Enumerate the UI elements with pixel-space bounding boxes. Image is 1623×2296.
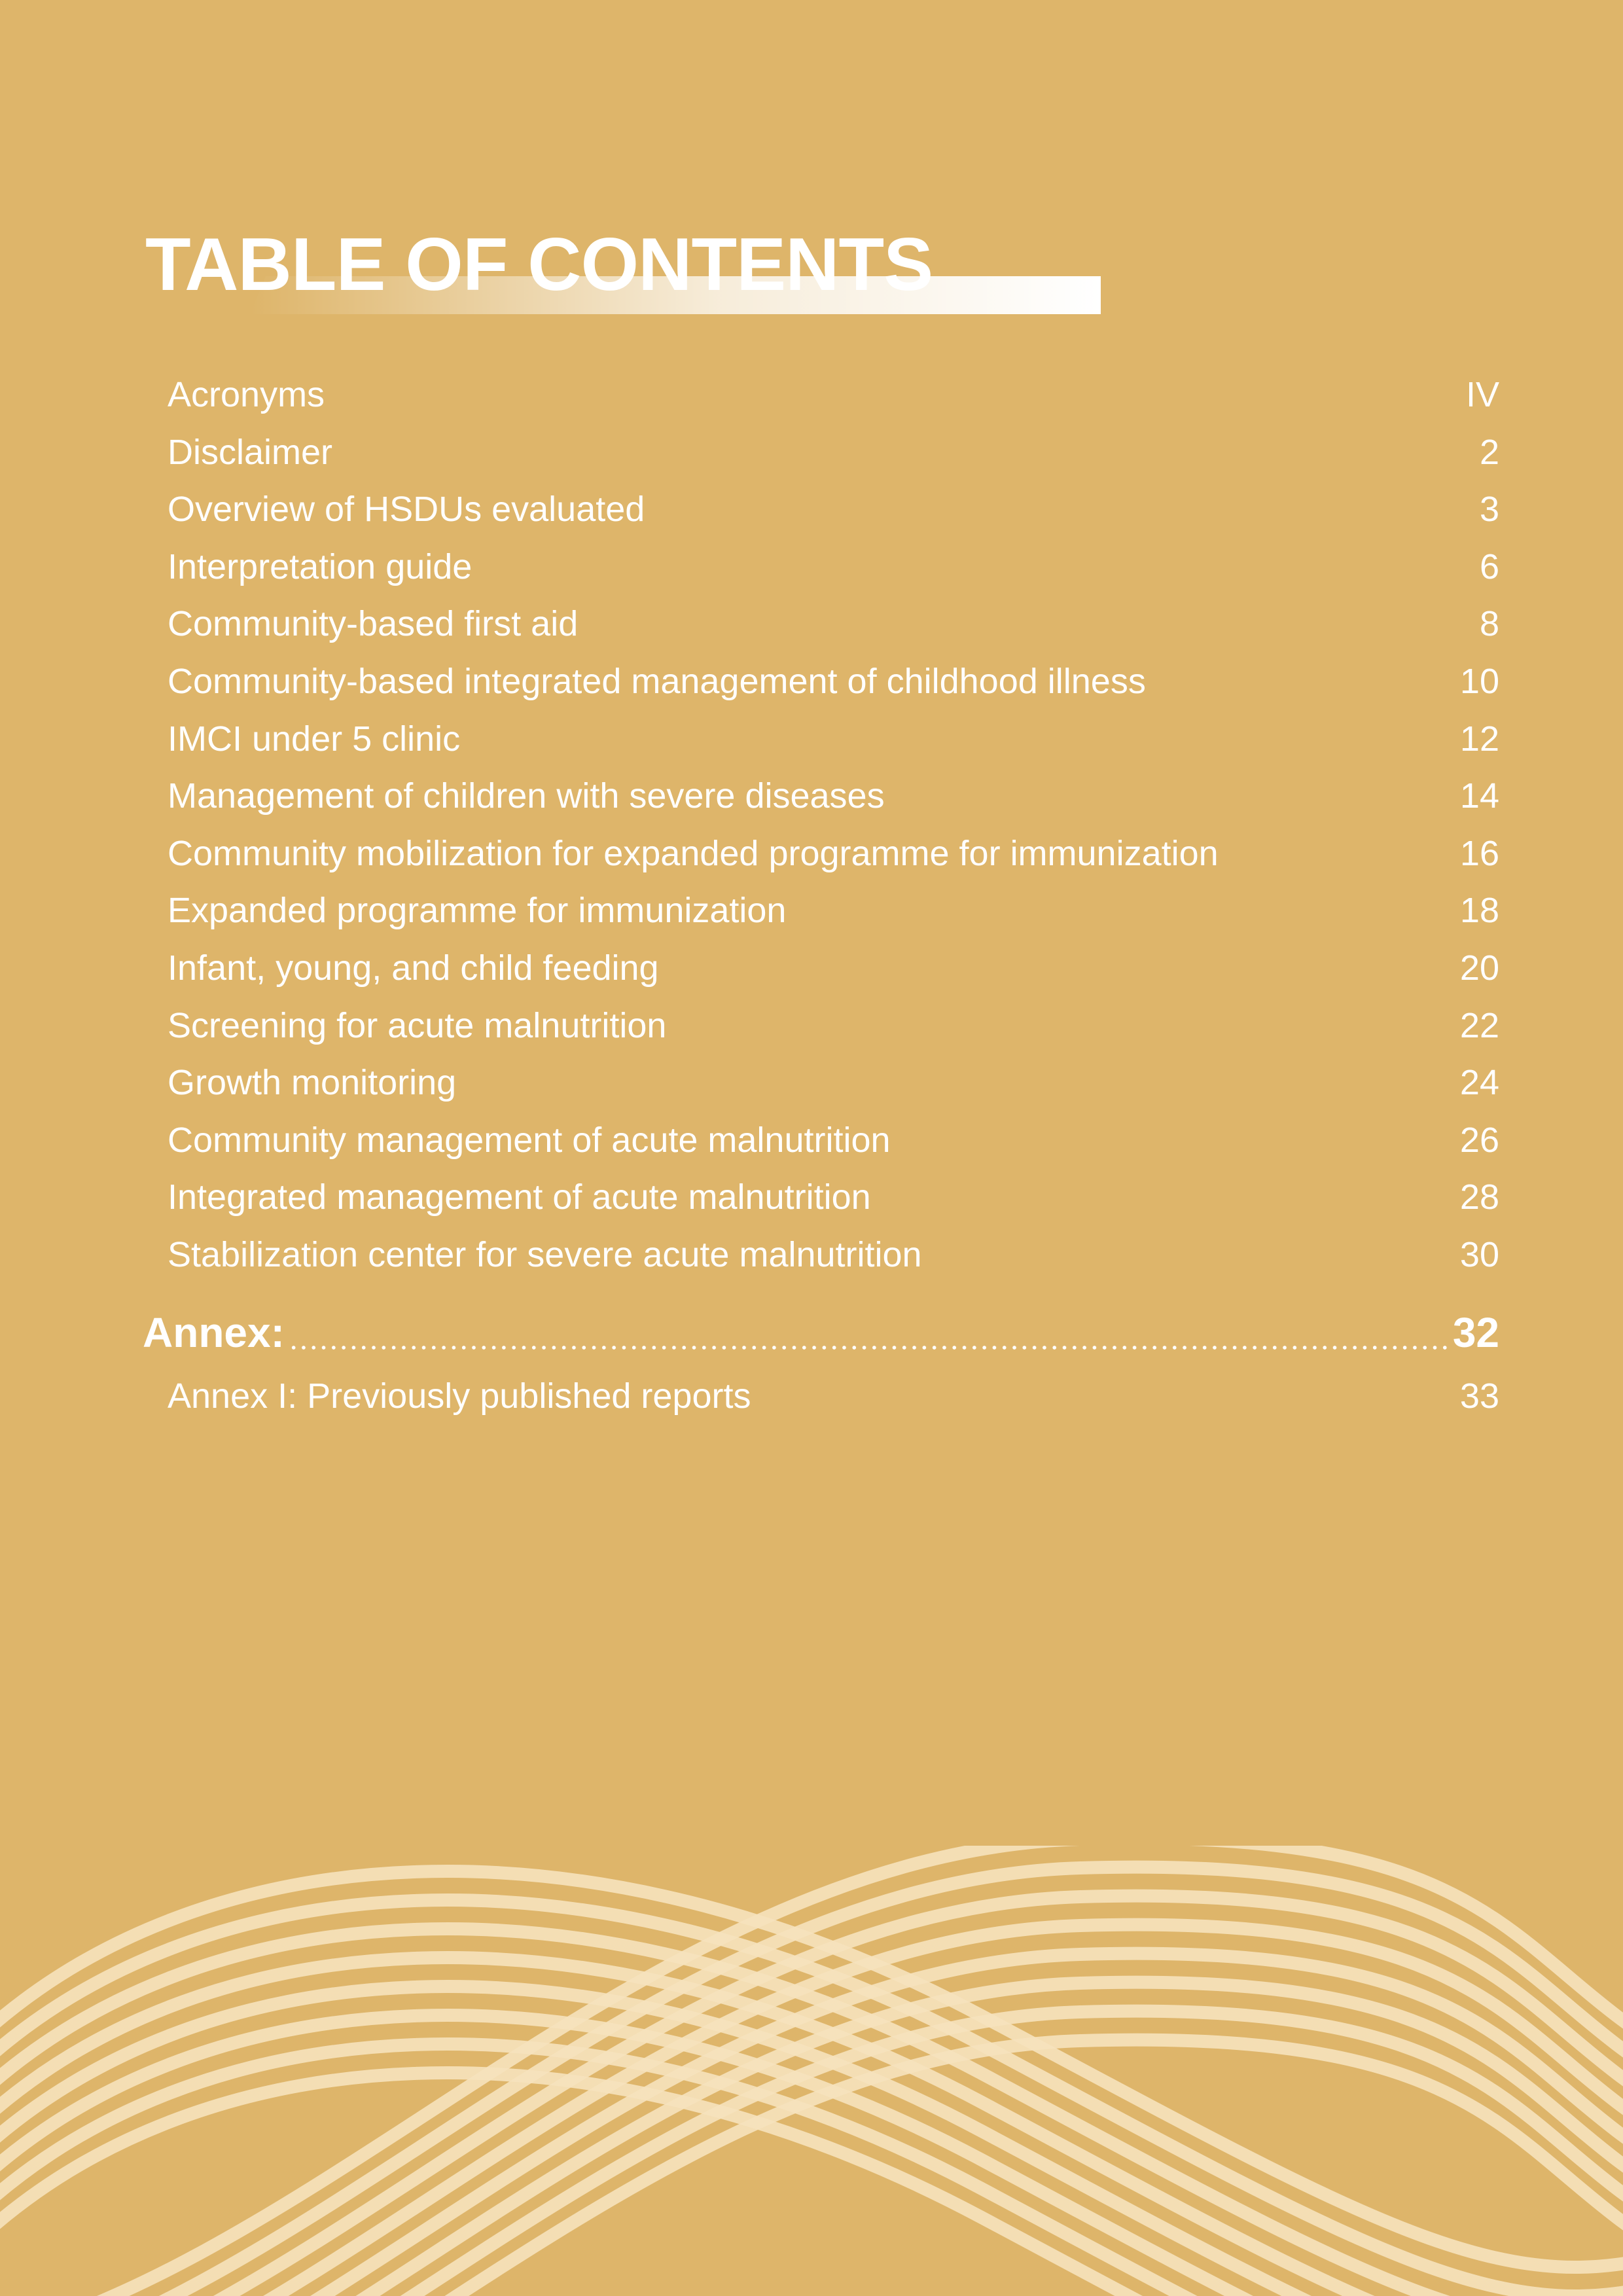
toc-entry-label: Overview of HSDUs evaluated — [168, 490, 645, 529]
toc-entry-page: 33 — [1459, 1376, 1499, 1416]
toc-entry-page: 22 — [1459, 1005, 1499, 1045]
toc-entry[interactable] — [168, 1227, 1499, 1284]
toc-entry-label: Community-based first aid — [168, 604, 579, 644]
toc-entry[interactable] — [168, 940, 1499, 997]
toc-entry-label: Screening for acute malnutrition — [168, 1005, 667, 1045]
toc-entry[interactable] — [168, 882, 1499, 940]
toc-entry-page: 10 — [1459, 661, 1499, 701]
toc-entry-page: 26 — [1459, 1120, 1499, 1160]
toc-entry-page: IV — [1465, 375, 1499, 414]
toc-entry-label: Integrated management of acute malnutrition — [168, 1177, 871, 1217]
annex-heading-label: Annex: — [143, 1309, 285, 1356]
toc-entry[interactable] — [168, 768, 1499, 825]
decorative-wave-pattern — [0, 1846, 1623, 2296]
toc-entry[interactable] — [168, 539, 1499, 596]
toc-entry[interactable] — [168, 653, 1499, 711]
page-title: TABLE OF CONTENTS — [145, 223, 933, 306]
toc-entry-page: 20 — [1459, 948, 1499, 988]
toc-entry-label: Growth monitoring — [168, 1063, 457, 1103]
toc-entry-label: Disclaimer — [168, 432, 333, 472]
toc-entry[interactable] — [168, 1169, 1499, 1227]
toc-entry[interactable] — [168, 825, 1499, 883]
toc-entry-page: 3 — [1479, 490, 1499, 529]
toc-entry[interactable] — [168, 1054, 1499, 1112]
annex-dot-leader — [289, 1346, 1449, 1350]
toc-entry[interactable] — [168, 997, 1499, 1055]
toc-entry[interactable] — [168, 596, 1499, 653]
toc-entry-page: 18 — [1459, 891, 1499, 931]
toc-entry-label: Stabilization center for severe acute malnutrition — [168, 1234, 922, 1274]
toc-entry[interactable] — [168, 481, 1499, 539]
toc-entry-page: 28 — [1459, 1177, 1499, 1217]
annex-entry-list — [168, 1368, 1499, 1426]
toc-entry-page: 30 — [1459, 1234, 1499, 1274]
toc-entry-label: Infant, young, and child feeding — [168, 948, 659, 988]
toc-entry-page: 14 — [1459, 776, 1499, 816]
toc-entry-label: IMCI under 5 clinic — [168, 719, 461, 759]
annex-heading-row[interactable] — [143, 1301, 1499, 1364]
toc-entry-label: Interpretation guide — [168, 547, 473, 586]
toc-entry[interactable] — [168, 1112, 1499, 1170]
toc-entry-page: 2 — [1479, 432, 1499, 472]
title-block — [145, 223, 957, 327]
toc-entry-page: 16 — [1459, 833, 1499, 873]
toc-entry-page: 6 — [1479, 547, 1499, 586]
toc-entry[interactable] — [168, 367, 1499, 424]
toc-entry-label: Management of children with severe diseases — [168, 776, 885, 816]
toc-entry-label: Expanded programme for immunization — [168, 891, 787, 931]
toc-entry-page: 12 — [1459, 719, 1499, 759]
annex-entry[interactable] — [168, 1368, 1499, 1426]
annex-heading-page: 32 — [1452, 1309, 1499, 1356]
toc-entry-page: 24 — [1459, 1063, 1499, 1103]
toc-entry-page: 8 — [1479, 604, 1499, 644]
toc-entry-label: Community mobilization for expanded programme for immunization — [168, 833, 1219, 873]
toc-list — [168, 367, 1499, 1284]
toc-entry-label: Acronyms — [168, 375, 325, 414]
toc-entry-label: Annex I: Previously published reports — [168, 1376, 751, 1416]
toc-entry-label: Community management of acute malnutrition — [168, 1120, 891, 1160]
toc-entry[interactable] — [168, 424, 1499, 482]
toc-entry-label: Community-based integrated management of childhood illness — [168, 661, 1146, 701]
toc-entry[interactable] — [168, 711, 1499, 768]
